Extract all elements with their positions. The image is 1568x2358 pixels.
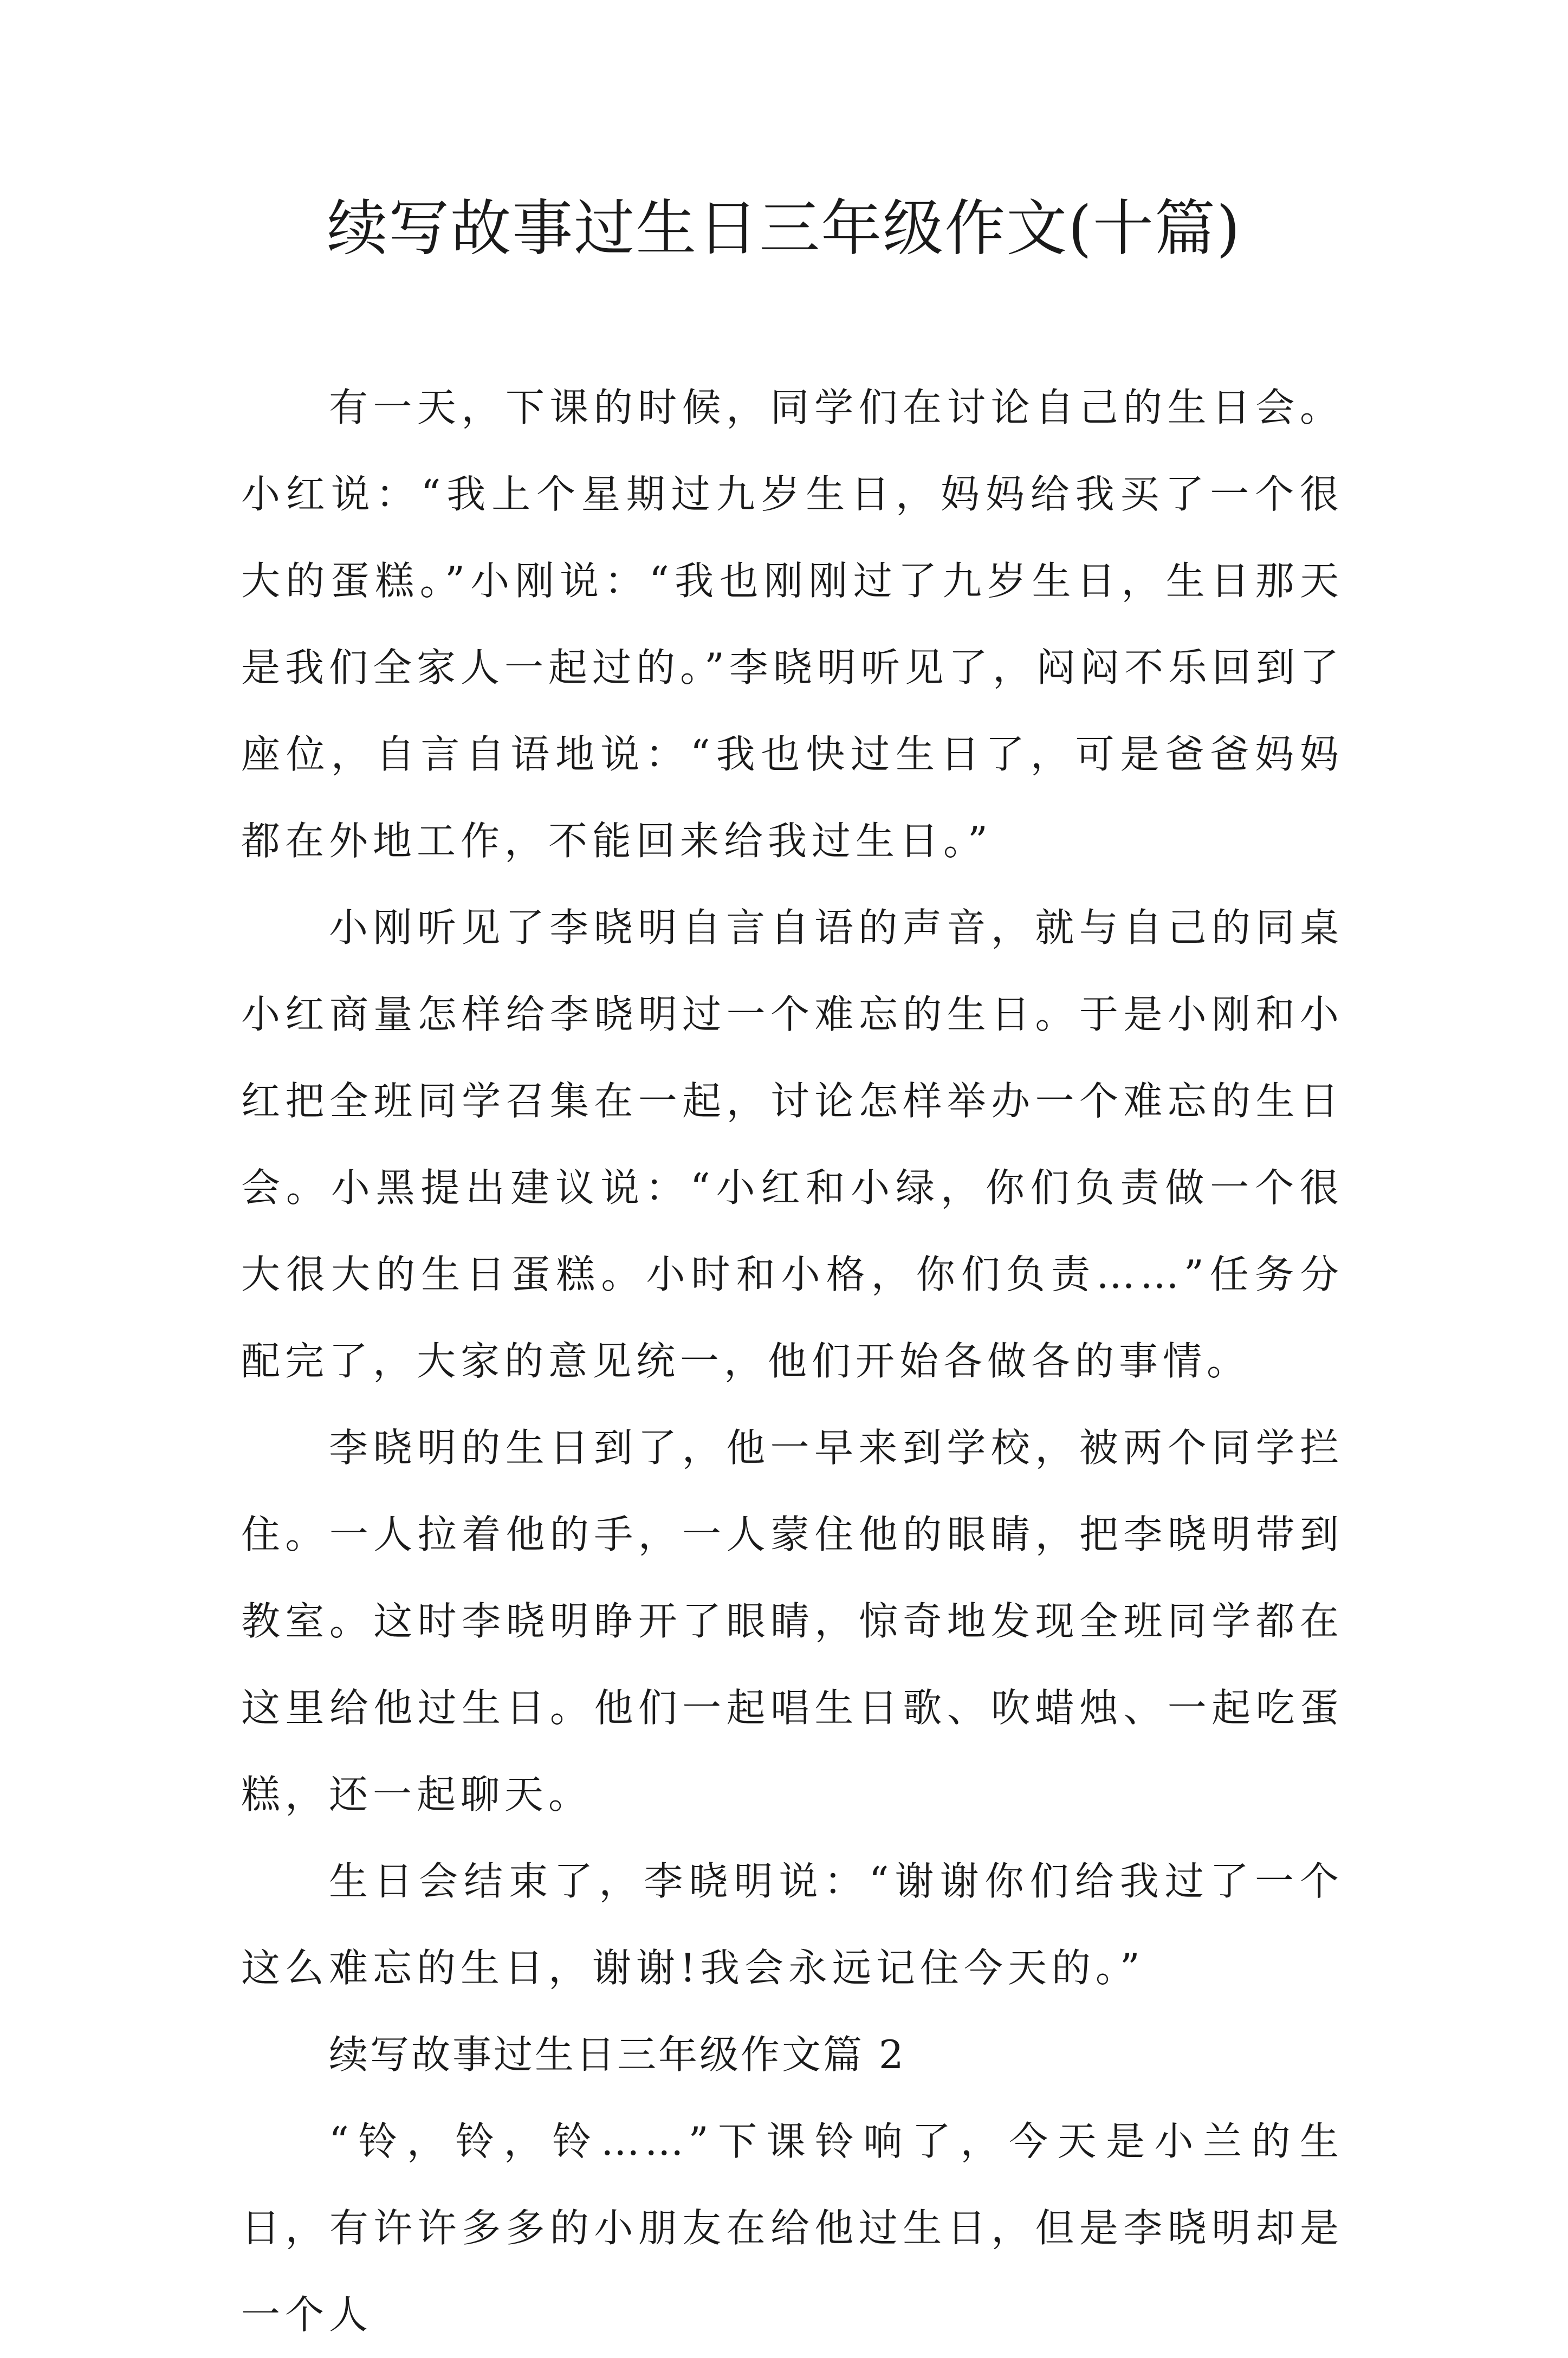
paragraph-3: 李晓明的生日到了，他一早来到学校，被两个同学拦住。一人拉着他的手，一人蒙住他的眼睛，把李晓明带到教室。这时李晓明睁开了眼睛，惊奇地发现全班同学都在这里给他过生日。他们一起唱生日歌、吹蜡烛、一起吃蛋糕，还一起聊天。 bbox=[241, 1425, 1344, 1817]
paragraph-1: 有一天，下课的时候，同学们在讨论自己的生日会。小红说：“我上个星期过九岁生日，妈妈给我买了一个很大的蛋糕。”小刚说：“我也刚刚过了九岁生日，生日那天是我们全家人一起过的。”李晓明听见了，闷闷不乐回到了座位，自言自语地说：“我也快过生日了，可是爸爸妈妈都在外地工作，不能回来给我过生日。” bbox=[241, 385, 1344, 864]
document-title: 续写故事过生日三年级作文(十篇) bbox=[327, 193, 1241, 264]
paragraph-2: 小刚听见了李晓明自言自语的声音，就与自己的同桌小红商量怎样给李晓明过一个难忘的生日。于是小刚和小红把全班同学召集在一起，讨论怎样举办一个难忘的生日会。小黑提出建议说：“小红和小绿，你们负责做一个很大很大的生日蛋糕。小时和小格，你们负责……”任务分配完了，大家的意见统一，他们开始各做各的事情。 bbox=[241, 905, 1344, 1384]
section-heading-2: 续写故事过生日三年级作文篇 2 bbox=[329, 2032, 906, 2077]
paragraph-4: 生日会结束了，李晓明说：“谢谢你们给我过了一个这么难忘的生日，谢谢!我会永远记住今天的。” bbox=[241, 1858, 1344, 1991]
paragraph-5: “铃，铃，铃……”下课铃响了，今天是小兰的生日，有许许多多的小朋友在给他过生日，但是李晓明却是一个人 bbox=[241, 2119, 1344, 2337]
document-body bbox=[241, 364, 1344, 2358]
